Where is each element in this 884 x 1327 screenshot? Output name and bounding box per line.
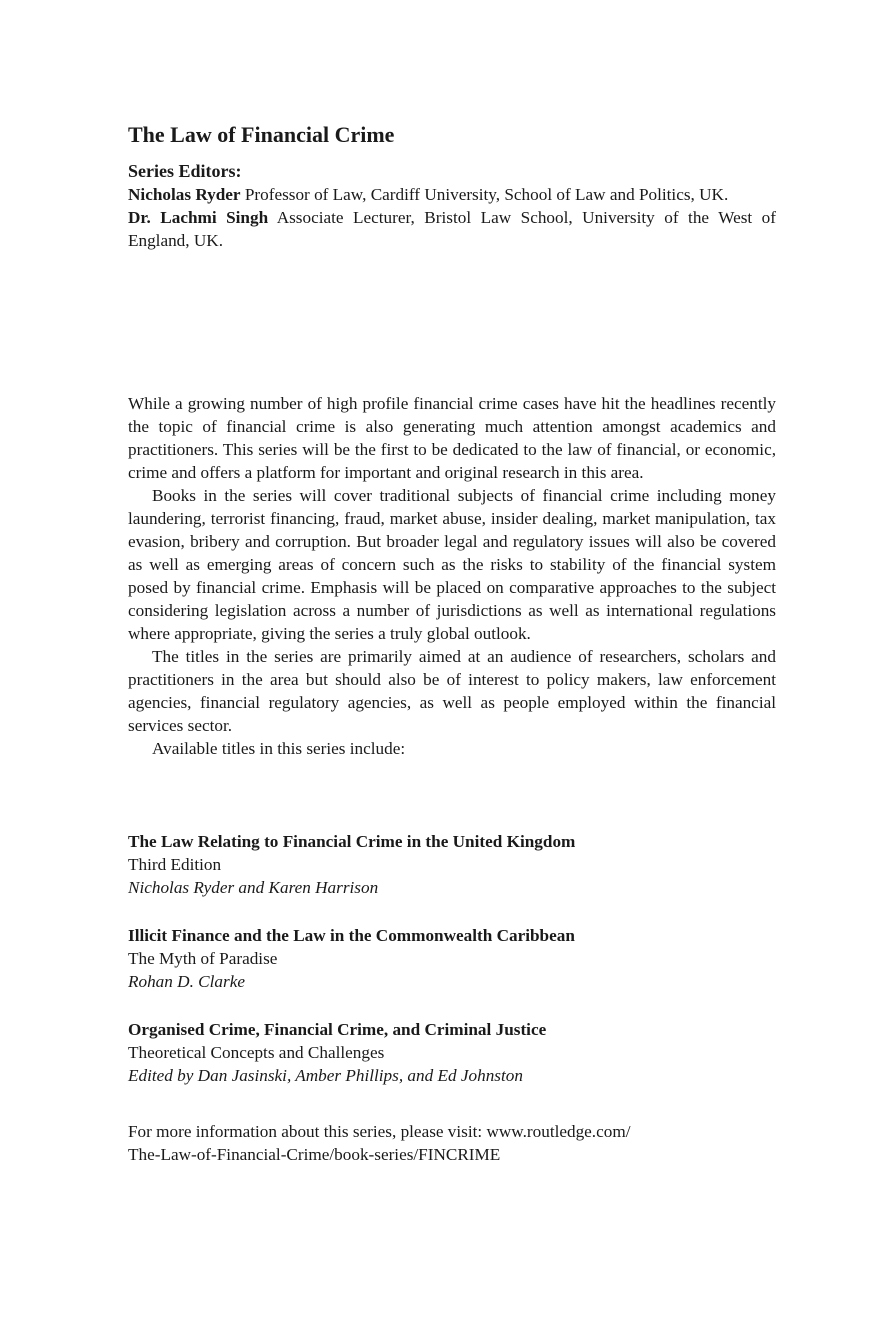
editor-entry [128, 206, 776, 252]
available-titles-intro: Available titles in this series include: [152, 739, 406, 758]
book-title: Illicit Finance and the Law in the Commonwealth Caribbean [128, 926, 575, 945]
book-subtitle: Third Edition [128, 855, 222, 874]
editor-name: Dr. Lachmi Singh [128, 208, 269, 227]
more-info-text: For more information about this series, please visit: www.routledge.com/ [128, 1122, 631, 1141]
book-entry [128, 924, 776, 993]
editor-affiliation: Professor of Law, Cardiff University, School of Law and Politics, UK. [240, 185, 729, 204]
series-title: The Law of Financial Crime [128, 122, 395, 147]
series-url[interactable]: The-Law-of-Financial-Crime/book-series/FINCRIME [128, 1145, 501, 1164]
book-entry [128, 1018, 776, 1087]
series-description [128, 392, 776, 760]
description-paragraph: Books in the series will cover traditional subjects of financial crime including money laundering, terrorist financing, fraud, market abuse, insider dealing, market manipulation, tax evasion, bribery and corruption. But broader legal and regulatory issues will also be covered as well as emerging areas of concern such as the risks to stability of the financial system posed by financial crime. Emphasis will be placed on comparative approaches to the subject considering legislation across a number of jurisdictions as well as international regulations where appropriate, giving the series a truly global outlook. [128, 486, 776, 643]
book-authors: Rohan D. Clarke [128, 972, 245, 991]
book-entry [128, 830, 776, 899]
more-info [128, 1120, 776, 1166]
book-subtitle: The Myth of Paradise [128, 949, 278, 968]
book-title: The Law Relating to Financial Crime in the United Kingdom [128, 832, 576, 851]
editor-name: Nicholas Ryder [128, 185, 241, 204]
book-subtitle: Theoretical Concepts and Challenges [128, 1043, 385, 1062]
book-authors: Nicholas Ryder and Karen Harrison [128, 878, 379, 897]
series-editors [128, 160, 776, 252]
series-page [128, 120, 776, 1164]
book-authors: Edited by Dan Jasinski, Amber Phillips, and Ed Johnston [128, 1066, 523, 1085]
book-title: Organised Crime, Financial Crime, and Criminal Justice [128, 1020, 547, 1039]
editor-entry [128, 183, 776, 206]
book-list [128, 830, 776, 1112]
editors-heading: Series Editors: [128, 161, 242, 181]
description-paragraph: The titles in the series are primarily aimed at an audience of researchers, scholars and practitioners in the area but should also be of interest to policy makers, law enforcement agencies, financial regulatory agencies, as well as people employed within the financial services sector. [128, 647, 776, 735]
description-paragraph: While a growing number of high profile financial crime cases have hit the headlines recently the topic of financial crime is also generating much attention amongst academics and practitioners. This series will be the first to be dedicated to the law of financial, or economic, crime and offers a platform for important and original research in this area. [128, 394, 776, 482]
editor-affiliation: Associate Lecturer, Bristol Law School, University of the West of England, UK. [128, 208, 776, 250]
